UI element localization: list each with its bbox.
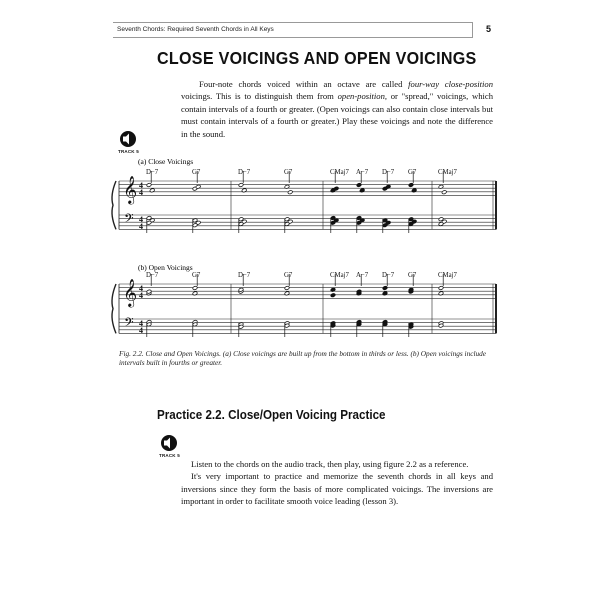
practice-paragraph-2: It's very important to practice and memorize the seventh chords in all keys and inversions since they form the basis of more complicated voicings. The inversions are important in order to facilitate smooth voice leading (lesson 3). (181, 471, 493, 507)
practice-heading: Practice 2.2. Close/Open Voicing Practice (157, 408, 386, 422)
time-signature-bottom: 4 (139, 222, 143, 232)
practice-paragraph-1: Listen to the chords on the audio track, then play, using figure 2.2 as a reference. (191, 459, 469, 469)
chord-symbol: D−7 (382, 169, 395, 176)
note-head (333, 186, 338, 191)
audio-track-icon (160, 434, 178, 452)
page-title: CLOSE VOICINGS AND OPEN VOICINGS (157, 48, 477, 68)
time-signature-top: 4 (139, 181, 143, 190)
bass-clef: 𝄢 (124, 317, 134, 333)
note-head (330, 293, 335, 298)
chord-symbol: G7 (192, 169, 201, 176)
chord-symbol: D−7 (238, 272, 251, 279)
chord-symbol: CMaj7 (438, 169, 457, 176)
note-head (287, 190, 292, 195)
note-head (284, 286, 289, 291)
chord-symbol: D−7 (238, 169, 251, 176)
chord-symbol: G7 (284, 169, 293, 176)
figure-label-open: (b) Open Voicings (138, 263, 193, 272)
chord-symbol: CMaj7 (330, 272, 349, 279)
treble-clef: 𝄞 (123, 177, 138, 204)
note-head (146, 183, 151, 188)
time-signature-top: 4 (139, 319, 143, 328)
chord-symbol: A−7 (356, 272, 369, 279)
brace (112, 181, 116, 229)
chord-symbol: D−7 (382, 272, 395, 279)
chord-symbol: G7 (408, 169, 417, 176)
track-label: TRACK 5 (159, 453, 180, 458)
note-head (438, 286, 443, 291)
time-signature-top: 4 (139, 284, 143, 293)
chord-symbol: D−7 (146, 169, 159, 176)
time-signature-bottom: 4 (139, 188, 143, 198)
practice-text (181, 458, 493, 508)
note-head (408, 183, 413, 188)
chord-symbol: CMaj7 (438, 272, 457, 279)
running-head: Seventh Chords: Required Seventh Chords in All Keys (113, 22, 473, 38)
note-head (382, 286, 387, 291)
intro-paragraph: Four-note chords voiced within an octave are called four-way close-position voicings. This is to distinguish them from open-position, or "spread," voicings, which contain intervals of a fourth or greater. (Open voicings can also contain close intervals but must contain intervals of a fourth or greater.) Play these voicings and note the difference in the sound. (181, 79, 494, 139)
chord-symbol: D−7 (146, 272, 159, 279)
note-head (238, 183, 243, 188)
chord-symbol: A−7 (356, 169, 369, 176)
chord-symbol: CMaj7 (330, 169, 349, 176)
chord-symbol: G7 (284, 272, 293, 279)
figure-caption: Fig. 2.2. Close and Open Voicings. (a) Close voicings are built up from the bottom in thirds or less. (b) Open voicings include intervals built in fourths or greater. (119, 349, 487, 368)
bass-clef: 𝄢 (124, 213, 134, 229)
page-number: 5 (486, 24, 492, 34)
chord-symbol: G7 (192, 272, 201, 279)
note-head (192, 286, 197, 291)
track-label: TRACK 5 (118, 149, 139, 154)
treble-clef: 𝄞 (123, 280, 138, 307)
note-head (441, 190, 446, 195)
time-signature-bottom: 4 (139, 326, 143, 336)
brace (112, 284, 116, 333)
time-signature-bottom: 4 (139, 291, 143, 301)
time-signature-top: 4 (139, 215, 143, 224)
figure-label-close: (a) Close Voicings (138, 157, 194, 166)
note-head (356, 183, 361, 188)
chord-symbol: G7 (408, 272, 417, 279)
